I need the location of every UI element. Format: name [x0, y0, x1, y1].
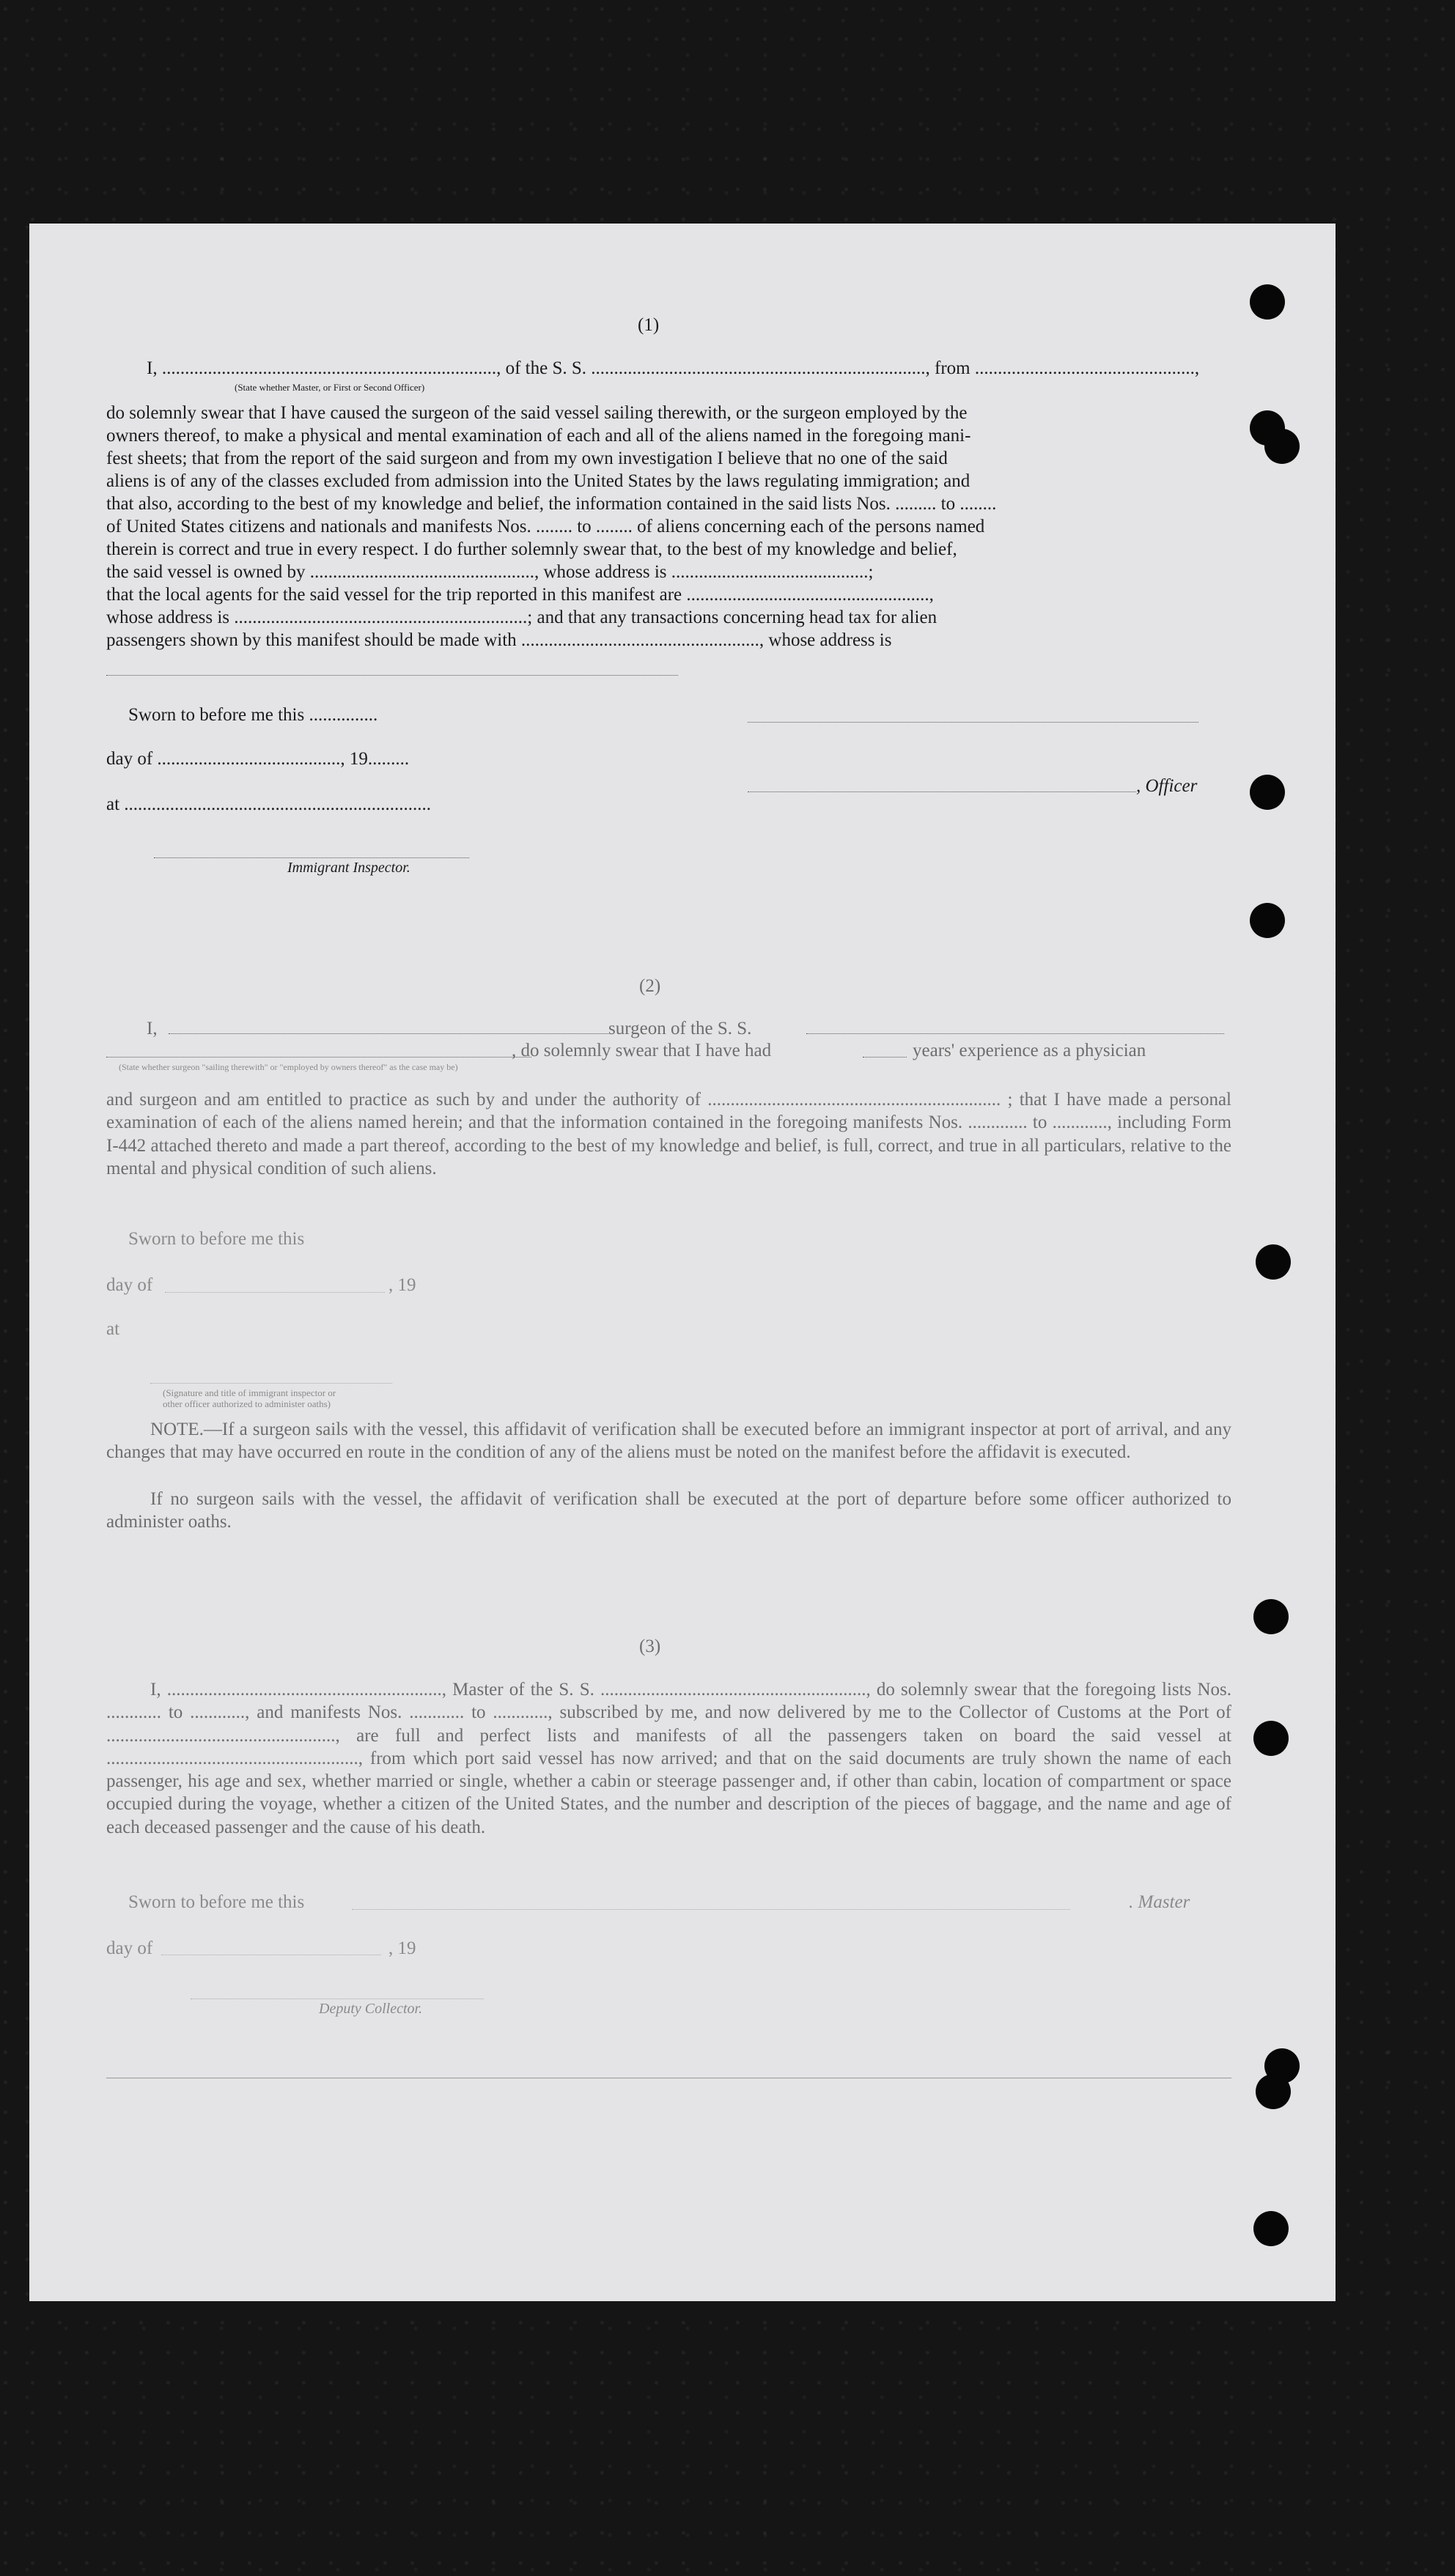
dotted-rule — [106, 1057, 531, 1058]
section-1-signature-line — [748, 722, 1198, 723]
section-1-intro-line: I, ........................................................................., of the S. S. ........................................................................., from ................................................, — [147, 358, 1200, 378]
binder-hole — [1264, 429, 1300, 464]
section-3-day: day of — [106, 1938, 153, 1958]
note-text: —If a surgeon sails with the vessel, this affidavit of verification shall be executed before an immigrant inspector at port of arrival, and any changes that may have occurred en route in the condition of any of the aliens must be noted on the manifest before the affidavit is executed. — [106, 1420, 1231, 1463]
section-2-paragraph: and surgeon and am entitled to practice as such by and under the authority of ................................................................ ; that I have made a personal examination of each of the aliens named herein; and that the information contained in the foregoing manifests Nos. ............. to ............, including Form I-442 attached thereto and made a part thereof, according to the best of my knowledge and belief, is full, correct, and true in all particulars, relative to the mental and physical condition of such aliens. — [106, 1090, 1231, 1178]
section-1-day: day of ........................................, 19......... — [106, 749, 410, 769]
section-3-deputy-label: Deputy Collector. — [319, 2001, 423, 2017]
oath-line: therein is correct and true in every respect. I do further solemnly swear that, to the best of my knowledge and belief, — [106, 539, 957, 559]
section-3-number: (3) — [639, 1636, 661, 1656]
section-2-at: at — [106, 1319, 120, 1339]
form-page — [29, 224, 1336, 2301]
oath-line: the said vessel is owned by ................................................., whose address is ...........................................; — [106, 562, 874, 582]
oath-line: passengers shown by this manifest should be made with ...................................................., whose address is — [106, 630, 892, 650]
section-2-signature-line — [150, 1383, 392, 1384]
binder-hole — [1253, 2211, 1289, 2246]
dotted-rule — [806, 1033, 1224, 1034]
binder-hole — [1256, 2074, 1291, 2109]
section-1-officer-line — [748, 791, 1136, 792]
section-2-note-2: If no surgeon sails with the vessel, the affidavit of verification shall be executed at the port of departure before some officer authorized to administer oaths. — [106, 1489, 1231, 1532]
section-1-inspector-label: Immigrant Inspector. — [287, 860, 410, 876]
section-3-year: , 19 — [388, 1938, 416, 1958]
section-3-paragraph: I, ............................................................, Master of the S. S. .........................................................., do solemnly swear that the foregoing lists Nos. ............ to ............, and manifests Nos. ............ to ............, subscribed by me, and now delivered by me to the Collector of Customs at the Port of .................................................., are full and perfect lists and manifests of all the passengers taken on board the said vessel at ......................................................., from which port said vessel has now arrived; and that on the said documents are truly shown the name of each passenger, his age and sex, whether married or single, whether a cabin or steerage passenger and, if other than cabin, location of compartment or space occupied during the voyage, whether a citizen of the United States, and the number and description of the pieces of baggage, and the name and age of each deceased passenger and the cause of his death. — [106, 1680, 1231, 1837]
section-2-day: day of — [106, 1275, 153, 1295]
section-3-master-label: . Master — [1129, 1892, 1190, 1912]
binder-hole — [1253, 1599, 1289, 1634]
section-1-inspector-line — [154, 857, 469, 858]
dotted-rule — [165, 1292, 385, 1293]
oath-line: whose address is ................................................................; and that any transactions concerning head tax for alien — [106, 608, 938, 627]
section-1-oath-text — [106, 402, 1231, 652]
section-2-number: (2) — [639, 976, 661, 996]
oath-line: that the local agents for the said vessel for the trip reported in this manifest are ....................................................., — [106, 585, 934, 605]
section-2-experience: years' experience as a physician — [913, 1041, 1146, 1060]
section-1-officer-label: , Officer — [1136, 776, 1198, 796]
section-3-sworn: Sworn to before me this — [128, 1892, 305, 1912]
oath-line: that also, according to the best of my knowledge and belief, the information contained in the said lists Nos. ......... to ........ — [106, 494, 997, 514]
oath-line: aliens is of any of the classes excluded from admission into the United States by the laws regulating immigration; and — [106, 471, 970, 491]
binder-hole — [1250, 284, 1285, 320]
note-label: NOTE. — [150, 1420, 204, 1439]
binder-hole — [1256, 1244, 1291, 1280]
section-1-officer-caption: (State whether Master, or First or Second Officer) — [235, 382, 425, 393]
section-2-caption: (State whether surgeon "sailing therewith" or "employed by owners thereof" as the case may be) — [119, 1062, 458, 1072]
binder-hole — [1250, 903, 1285, 938]
dotted-rule — [169, 1033, 608, 1034]
oath-line: do solemnly swear that I have caused the surgeon of the said vessel sailing therewith, or the surgeon employed by the — [106, 403, 968, 423]
section-1-number: (1) — [638, 315, 660, 335]
section-1-sworn: Sworn to before me this ............... — [128, 705, 378, 725]
section-2-i: I, — [147, 1019, 158, 1038]
section-2-signature-caption: (Signature and title of immigrant inspector or other officer authorized to administer oaths) — [163, 1387, 336, 1409]
section-3-signature-line — [352, 1909, 1070, 1910]
section-2-year: , 19 — [388, 1275, 416, 1295]
section-2-note-1 — [106, 1418, 1231, 1464]
section-2-swear: , do solemnly swear that I have had — [512, 1041, 772, 1060]
binder-hole — [1253, 1721, 1289, 1756]
section-2-sworn: Sworn to before me this — [128, 1229, 305, 1249]
oath-line: owners thereof, to make a physical and mental examination of each and all of the aliens named in the foregoing mani- — [106, 426, 971, 446]
section-1-at: at ................................................................... — [106, 794, 432, 814]
oath-line: of United States citizens and nationals and manifests Nos. ........ to ........ of aliens concerning each of the persons named — [106, 517, 985, 536]
section-2-surgeon-of-ss: surgeon of the S. S. — [608, 1019, 752, 1038]
oath-line: fest sheets; that from the report of the said surgeon and from my own investigation I believe that no one of the said — [106, 449, 948, 468]
binder-hole — [1250, 775, 1285, 810]
dotted-rule — [863, 1057, 907, 1058]
dotted-rule — [106, 675, 678, 676]
